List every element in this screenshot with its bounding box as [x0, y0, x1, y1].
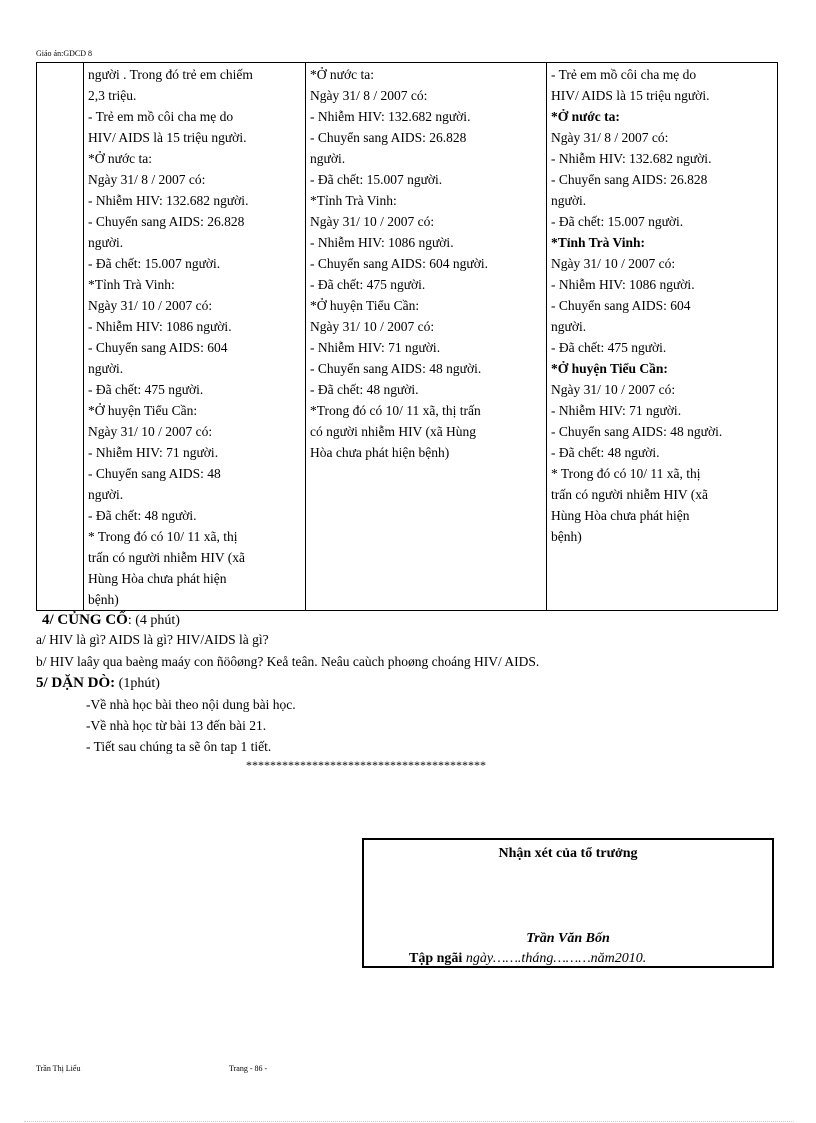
section-5-duration: (1phút) — [115, 676, 160, 691]
cell-line: - Nhiễm HIV: 1086 người. — [310, 235, 454, 250]
cell-line: - Nhiễm HIV: 71 người. — [551, 403, 682, 418]
cell-line: - Nhiễm HIV: 71 người. — [88, 445, 219, 460]
cell-line: - Chuyển sang AIDS: 26.828 — [88, 214, 245, 229]
cell-line: - Đã chết: 15.007 người. — [88, 256, 221, 271]
cell-line: HIV/ AIDS là 15 triệu người. — [551, 88, 710, 103]
cell-line: bệnh) — [88, 592, 119, 607]
cell-line: *Trong đó có 10/ 11 xã, thị trấn — [310, 403, 481, 418]
star-divider: **************************************** — [246, 758, 486, 772]
content-table — [36, 62, 778, 611]
cell-line: - Nhiễm HIV: 132.682 người. — [551, 151, 712, 166]
cell-line: 2,3 triệu. — [88, 88, 137, 103]
cell-line: Hòa chưa phát hiện bệnh) — [310, 445, 450, 460]
question-b: b/ HIV laây qua baèng maáy con ñöôøng? Keå teân. Neâu caùch phoøng choáng HIV/ AIDS. — [36, 654, 540, 669]
cell-line: Ngày 31/ 8 / 2007 có: — [88, 172, 206, 187]
footer-author: Trần Thị Liểu — [36, 1064, 81, 1073]
cell-column-3 — [306, 63, 547, 611]
review-date-label: Tập ngãi — [409, 951, 463, 966]
cell-line: người. — [88, 487, 124, 502]
section-5-heading — [36, 673, 160, 694]
cell-line: Hùng Hòa chưa phát hiện — [88, 571, 227, 586]
cell-line: bệnh) — [551, 529, 582, 544]
cell-line: - Đã chết: 48 người. — [310, 382, 419, 397]
cell-line: - Đã chết: 15.007 người. — [551, 214, 684, 229]
cell-line: Ngày 31/ 10 / 2007 có: — [88, 424, 213, 439]
cell-line: - Đã chết: 48 người. — [551, 445, 660, 460]
cell-line: - Đã chết: 15.007 người. — [310, 172, 443, 187]
cell-line: *Tỉnh Trà Vinh: — [88, 277, 175, 292]
cell-line: *Ở huyện Tiểu Cần: — [310, 298, 420, 313]
cell-line: - Đã chết: 475 người. — [88, 382, 204, 397]
cell-line: * Trong đó có 10/ 11 xã, thị — [551, 466, 701, 481]
cell-line: người. — [88, 361, 124, 376]
cell-line: - Chuyển sang AIDS: 604 người. — [310, 256, 488, 271]
cell-line: - Nhiễm HIV: 132.682 người. — [88, 193, 249, 208]
cell-line: *Tỉnh Trà Vinh: — [310, 193, 397, 208]
cell-line: có người nhiễm HIV (xã Hùng — [310, 424, 477, 439]
review-box — [362, 838, 774, 968]
cell-column-2 — [84, 63, 306, 611]
review-date-value: ngày…….tháng………năm2010. — [462, 951, 647, 966]
cell-line: - Nhiễm HIV: 132.682 người. — [310, 109, 471, 124]
document-header: Giáo án:GDCD 8 — [36, 49, 92, 58]
cell-line: người. — [551, 193, 587, 208]
cell-line: Ngày 31/ 10 / 2007 có: — [310, 319, 435, 334]
cell-line: - Đã chết: 475 người. — [551, 340, 667, 355]
section-4-duration: : (4 phút) — [127, 613, 180, 628]
cell-line: người. — [88, 235, 124, 250]
cell-line: - Chuyển sang AIDS: 26.828 — [310, 130, 467, 145]
page-edge-divider — [24, 1121, 794, 1122]
footer-page-number: Trang - 86 - — [229, 1064, 268, 1073]
cell-column-4 — [547, 63, 778, 611]
cell-line: - Trẻ em mồ côi cha mẹ do — [88, 109, 234, 124]
cell-line: - Nhiễm HIV: 71 người. — [310, 340, 441, 355]
homework-item-2: -Về nhà học từ bài 13 đến bài 21. — [86, 718, 267, 733]
section-5-title: 5/ DẶN DÒ: — [36, 675, 116, 691]
cell-line: *Ở huyện Tiểu Cần: — [551, 361, 668, 376]
cell-line: Ngày 31/ 10 / 2007 có: — [88, 298, 213, 313]
cell-line: - Chuyển sang AIDS: 48 người. — [551, 424, 723, 439]
cell-line: - Đã chết: 48 người. — [88, 508, 197, 523]
cell-line: *Ở nước ta: — [551, 109, 620, 124]
cell-line: người. — [310, 151, 346, 166]
cell-line: - Chuyển sang AIDS: 48 — [88, 466, 221, 481]
review-date — [409, 951, 646, 967]
cell-line: Ngày 31/ 10 / 2007 có: — [551, 382, 676, 397]
homework-item-3: - Tiết sau chúng ta sẽ ôn tap 1 tiết. — [86, 739, 272, 754]
cell-line: Ngày 31/ 8 / 2007 có: — [551, 130, 669, 145]
cell-line: Hùng Hòa chưa phát hiện — [551, 508, 690, 523]
cell-line: *Tỉnh Trà Vinh: — [551, 235, 646, 250]
cell-line: - Nhiễm HIV: 1086 người. — [88, 319, 232, 334]
cell-line: - Nhiễm HIV: 1086 người. — [551, 277, 695, 292]
cell-line: Ngày 31/ 10 / 2007 có: — [310, 214, 435, 229]
cell-line: *Ở huyện Tiểu Cần: — [88, 403, 198, 418]
cell-line: - Chuyển sang AIDS: 26.828 — [551, 172, 708, 187]
cell-line: - Chuyển sang AIDS: 604 — [88, 340, 228, 355]
cell-line: * Trong đó có 10/ 11 xã, thị — [88, 529, 238, 544]
cell-line: người . Trong đó trẻ em chiếm — [88, 67, 253, 82]
section-4-heading — [42, 610, 180, 631]
section-4-title: 4/ CỦNG CỐ — [42, 612, 128, 628]
homework-item-1: -Về nhà học bài theo nội dung bài học. — [86, 697, 296, 712]
cell-line: Ngày 31/ 10 / 2007 có: — [551, 256, 676, 271]
cell-line: *Ở nước ta: — [88, 151, 152, 166]
cell-line: Ngày 31/ 8 / 2007 có: — [310, 88, 428, 103]
cell-line: trấn có người nhiễm HIV (xã — [551, 487, 709, 502]
cell-line: - Trẻ em mồ côi cha mẹ do — [551, 67, 697, 82]
table-row — [37, 63, 778, 611]
cell-line: - Chuyển sang AIDS: 604 — [551, 298, 691, 313]
cell-line: HIV/ AIDS là 15 triệu người. — [88, 130, 247, 145]
question-a: a/ HIV là gì? AIDS là gì? HIV/AIDS là gì? — [36, 632, 269, 647]
cell-line: trấn có người nhiễm HIV (xã — [88, 550, 246, 565]
cell-line: - Chuyển sang AIDS: 48 người. — [310, 361, 482, 376]
cell-line: người. — [551, 319, 587, 334]
empty-cell — [37, 63, 84, 611]
cell-line: - Đã chết: 475 người. — [310, 277, 426, 292]
cell-line: *Ở nước ta: — [310, 67, 374, 82]
reviewer-name: Trần Văn Bốn — [526, 931, 610, 946]
review-title: Nhận xét của tổ trưởng — [498, 846, 638, 861]
